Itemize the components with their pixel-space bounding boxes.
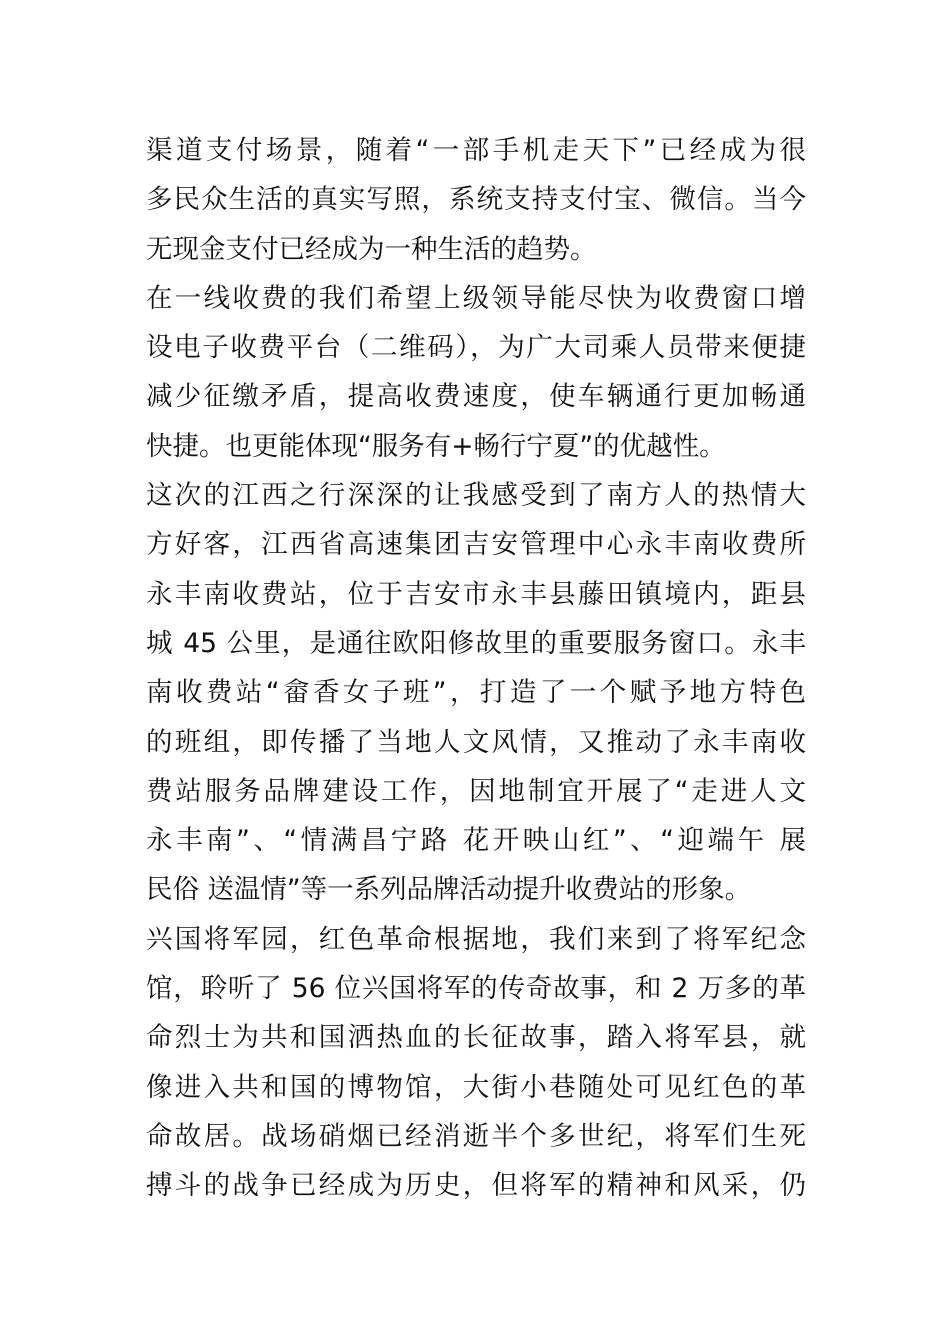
text-line: 快捷。也更能体现“服务有+畅行宁夏”的优越性。 (146, 430, 726, 462)
text-line: 南收费站“畲香女子班”，打造了一个赋予地方特色 (146, 677, 806, 709)
text-line: 在一线收费的我们希望上级领导能尽快为收费窗口增 (146, 282, 806, 314)
text-line: 费站服务品牌建设工作，因地制宜开展了“走进人文 (146, 775, 806, 807)
text-line: 命烈士为共和国洒热血的长征故事，踏入将军县，就 (146, 1022, 806, 1054)
text-line: 设电子收费平台（二维码），为广大司乘人员带来便捷 (146, 332, 806, 364)
text-line: 方好客，江西省高速集团吉安管理中心永丰南收费所 (146, 529, 806, 561)
text-line: 民俗 送温情”等一系列品牌活动提升收费站的形象。 (146, 874, 752, 906)
text-line: 城 45 公里，是通往欧阳修故里的重要服务窗口。永丰 (146, 627, 806, 659)
text-line: 永丰南收费站，位于吉安市永丰县藤田镇境内，距县 (146, 578, 806, 610)
text-line: 兴国将军园，红色革命根据地，我们来到了将军纪念 (146, 923, 806, 955)
text-line: 减少征缴矛盾，提高收费速度，使车辆通行更加畅通 (146, 381, 806, 413)
text-line: 的班组，即传播了当地人文风情，又推动了永丰南收 (146, 726, 806, 758)
text-line: 搏斗的战争已经成为历史，但将军的精神和风采，仍 (146, 1170, 806, 1202)
text-line: 像进入共和国的博物馆，大街小巷随处可见红色的革 (146, 1071, 806, 1103)
text-line: 无现金支付已经成为一种生活的趋势。 (146, 233, 597, 265)
text-line: 永丰南”、“情满昌宁路 花开映山红”、“迎端午 展 (146, 825, 806, 857)
text-line: 命故居。战场硝烟已经消逝半个多世纪，将军们生死 (146, 1120, 806, 1152)
text-line: 渠道支付场景，随着“一部手机走天下”已经成为很 (146, 135, 806, 166)
text-line: 多民众生活的真实写照，系统支持支付宝、微信。当今 (146, 184, 806, 216)
text-line: 馆，聆听了 56 位兴国将军的传奇故事，和 2 万多的革 (146, 973, 806, 1005)
text-line: 这次的江西之行深深的让我感受到了南方人的热情大 (146, 480, 806, 512)
document-body (146, 126, 806, 1211)
